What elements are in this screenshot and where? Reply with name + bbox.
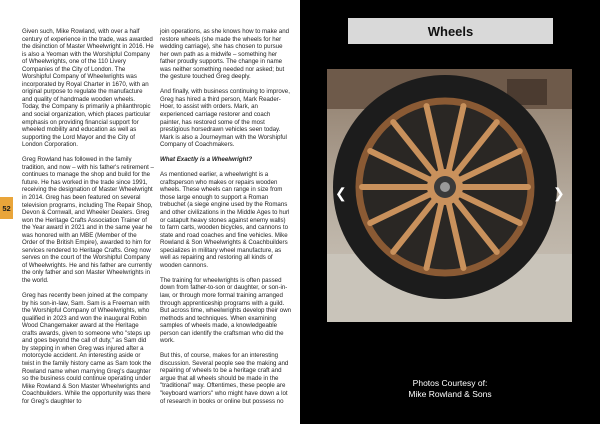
gallery-title: Wheels xyxy=(427,23,474,39)
article-paragraph: join operations, as she knows how to make and restore wheels (she made the wheels for her wedding carriage), she has chosen to pursue her own path as a midwife – something her father proudly supports. The change in name was neither something needed nor asked; but the gesture touched Greg deeply. xyxy=(160,28,290,81)
article-column-right xyxy=(160,28,292,413)
article-paragraph: And finally, with business continuing to improve, Greg has hired a third person, Mark Reader-Hoer, to assist with orders. Mark, an experienced carriage restorer and coach painter, has restored some of the most prestigious horsedrawn vehicles seen today. Mark is also a Journeyman with the Worshipful Company of Coachmakers. xyxy=(160,88,290,149)
wooden-wheel xyxy=(333,75,557,299)
article-paragraph: The training for wheelwrights is often passed down from father-to-son or daughter, or son-in-law, or through more formal training arranged through apprenticeship programs with a guild. But across time, wheelwrights develop their own methods and techniques. When examining samples of wheels made, a knowledgeable person can identify the craftsman who did the work. xyxy=(160,276,292,345)
article-subheading: What Exactly is a Wheelwright? xyxy=(160,156,253,164)
photo-credit xyxy=(340,378,560,400)
hub-nut xyxy=(440,182,450,192)
gallery-title-bar xyxy=(348,18,553,44)
chevron-left-icon[interactable]: ❮ xyxy=(335,185,347,201)
article-paragraph: Given such, Mike Rowland, with over a half century of experience in the trade, was awarded the disinction of Master Wheelwright in 2016. He is also a Yeoman with the Worshipful Company of Wheelwrights, one of the 110 Livery Companies of the City of London. The Worshipful Company of Wheelwrights was incorporated by Royal Charter in 1670, with an original purpose to regulate the manufacture and quality of handmade wooden wheels. Today, the Company is primarily a philanthropic and social organization, which places particular emphasis on providing financial support for wheeled mobility and education as well as supporting the Lord Mayor and the City of London Corporation. xyxy=(22,28,154,149)
chevron-right-icon[interactable]: ❯ xyxy=(553,185,565,201)
page-number: 52 xyxy=(2,203,11,213)
article-paragraph: Greg Rowland has followed in the family tradition, and now – with his father's retirement – continues to manage the shop and build for the future. He has worked in the trade since 1991, receiving the designation of Master Wheelwright in 2014. Greg has been featured on several television programs, including The Repair Shop, Devon & Cornwall, and Wheeler Dealers. Greg won the Heritage Crafts Association Trainer of the Year award in 2021 and in the same year he was honored with an MBE (Member of the Order of the British Empire), awarded to him for services rendered to Heritage Crafts. Greg now serves on the court of the Worshipful Company of Wheelwrights. He and his father are currently the only father and son Master Wheelwrights in the world. xyxy=(22,156,154,284)
wheel-photo xyxy=(327,69,572,322)
article-column-left xyxy=(22,28,154,413)
article-paragraph: Greg has recently been joined at the company by his son-in-law, Sam. Sam is a Freeman with the Worshipful Company of Wheelwrights, who qualified in 2023 and won the inaugural Robin Wood Changemaker award at the Heritage crafts awards, given to someone who "steps up and goes beyond the call of duty," as Sam did by stepping in when Greg was injured after a motorcycle accident. An interesting aside or twist in the family history came as Sam took the Rowland name when marrying Greg's daughter so the business could continue operating under Mike Rowland & Son Master Wheelwrights and Coachbuilders. While the opportunity was there for Greg's daughter to xyxy=(22,292,152,405)
gallery-page xyxy=(300,0,600,424)
photo-credit-line: Photos Courtesy of: xyxy=(412,378,488,388)
article-paragraph: As mentioned earlier, a wheelwright is a craftsperson who makes or repairs wooden wheels. These wheels can range in size from those large enough to support a Roman trebuchet (a siege engine used by the Romans and other civilizations in the Middle Ages to hurl or catapult heavy stones against enemy walls) to farm carts, wooden bicycles, and cannons to state and road coaches and fine vehicles. Mike Rowland & Son Wheelwrights & Coachbuilders specializes in military wheel manufacture, as well as repairing and restoring all kinds of wooden cannons. xyxy=(160,171,290,269)
page-number-tab xyxy=(0,197,13,219)
article-paragraph: But this, of course, makes for an interesting discussion. Several people see the making and repairing of wheels to be a heritage craft and argue that all wheels should be made in the "traditional" way. Oftentimes, these people are "keyboard warriors" who might have down a lot of research in books or online but possess no xyxy=(160,352,289,405)
photo-credit-line: Mike Rowland & Sons xyxy=(408,389,492,399)
